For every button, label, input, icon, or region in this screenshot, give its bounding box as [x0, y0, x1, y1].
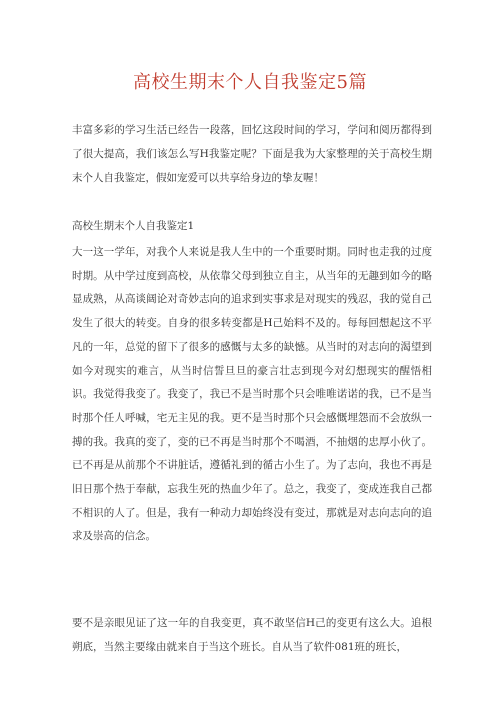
body-paragraph-block-1	[72, 241, 432, 549]
intro-paragraph-block	[72, 118, 432, 190]
body-paragraph-2: 要不是亲眼见证了这一年的自我变更，真不敢坚信H己的变更有这么大。追根朔底，当然主要缘由就来自于当这个班长。自从当了软件081班的班长，	[72, 617, 432, 653]
section-heading: 高校生期末个人自我鉴定1	[72, 220, 195, 232]
document-title: 高校生期末个人自我鉴定5篇	[133, 72, 367, 93]
intro-paragraph: 丰富多彩的学习生活已经告一段落，回忆这段时间的学习，学问和阅历都得到了很大提高，我们该怎么写H我鉴定呢？下面是我为大家整理的关于高校生期末个人自我鉴定，假如宠爱可以共享给身边的挚友喔！	[72, 124, 432, 184]
body-paragraph-1: 大一这一学年，对我个人来说是我人生中的一个重要时期。同时也走我的过度时期。从中学过度到高校，从依靠父母到独立自主，从当年的无趣到如今的略显成熟，从高谈阔论对奇妙志向的追求到实事求是对现实的残忍，我的觉自己发生了很大的转变。自身的很多转变都是H己始料不及的。每每回想起这不平凡的一年，总觉的留下了很多的感慨与太多的缺憾。从当时的对志向的渴望到如今对现实的难言，从当时信誓旦旦的豪言壮志到现今对幻想现实的醒悟相识。我觉得我变了。我变了，我已不是当时那个只会唯唯诺诺的我，已不是当时那个任人呼喊，宅无主见的我。更不是当时那个只会感慨埋怨而不会放纵一搏的我。我真的变了，变的已不再是当时那个不喝酒，不抽烟的忠厚小伙了。已不再是从前那个不讲脏话，遵循礼到的循古小生了。为了志向，我也不再是旧日那个热于奉献，忘我生死的热血少年了。总之，我变了，变成连我自己都不相识的人了。但是，我有一种动力却始终没有变过，那就是对志向志向的追求及崇高的信念。	[72, 246, 432, 543]
body-paragraph-block-2	[72, 612, 432, 659]
